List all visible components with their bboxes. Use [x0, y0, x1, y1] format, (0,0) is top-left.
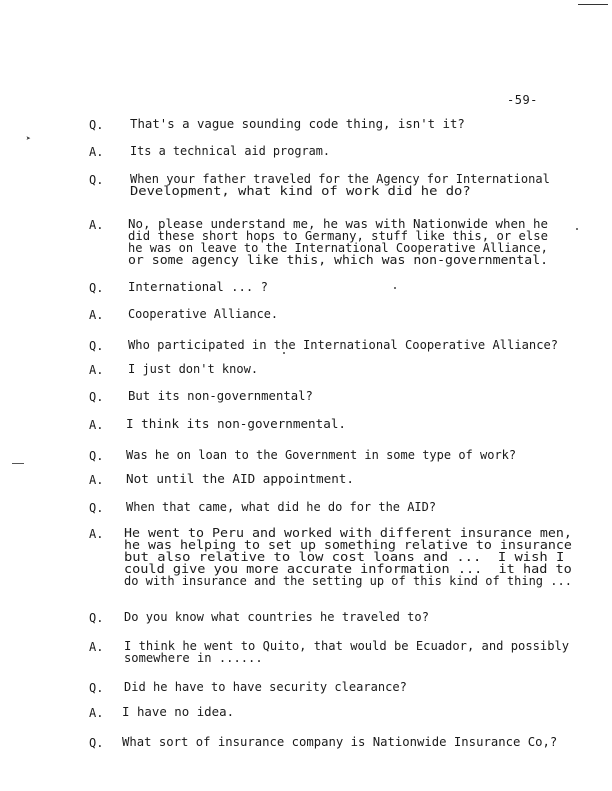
- transcript-line: He went to Peru and worked with different insurance men,: [124, 526, 572, 540]
- transcript-line: I think its non-governmental.: [126, 417, 346, 431]
- speaker-label: Q.: [89, 611, 104, 625]
- speaker-label: Q.: [89, 118, 104, 132]
- speaker-label: A.: [89, 527, 104, 541]
- transcript-line: I just don't know.: [128, 362, 259, 376]
- speaker-label: Q.: [89, 681, 104, 695]
- transcript-line: Not until the AID appointment.: [126, 472, 355, 486]
- transcript-line: could give you more accurate information ... it had to: [124, 562, 572, 576]
- scan-speck: [576, 228, 578, 230]
- speaker-label: Q.: [89, 173, 104, 187]
- transcript-line: somewhere in ......: [124, 651, 263, 665]
- margin-dash-mark: [12, 463, 24, 464]
- speaker-label: Q.: [89, 501, 104, 515]
- transcript-line: he was helping to set up something relative to insurance: [124, 538, 572, 552]
- transcript-line: Did he have to have security clearance?: [124, 680, 407, 694]
- transcript-line: That's a vague sounding code thing, isn't it?: [130, 117, 465, 131]
- speaker-label: A.: [89, 706, 104, 720]
- transcript-line: but also relative to low cost loans and ... I wish I: [124, 550, 565, 564]
- margin-arrow-mark: ➤: [26, 134, 31, 143]
- transcript-line: Who participated in the International Cooperative Alliance?: [128, 338, 559, 352]
- speaker-label: A.: [89, 363, 104, 377]
- speaker-label: A.: [89, 418, 104, 432]
- transcript-line: I think he went to Quito, that would be Ecuador, and possibly: [124, 639, 570, 653]
- transcript-line: No, please understand me, he was with Nationwide when he: [128, 217, 548, 231]
- transcript-line: or some agency like this, which was non-governmental.: [128, 253, 549, 267]
- speaker-label: A.: [89, 473, 104, 487]
- transcript-line: When that came, what did he do for the AID?: [126, 500, 437, 514]
- top-edge-rule: [578, 4, 608, 5]
- speaker-label: Q.: [89, 281, 104, 295]
- speaker-label: A.: [89, 145, 104, 159]
- transcript-line: International ... ?: [128, 280, 269, 294]
- transcript-line: Do you know what countries he traveled to?: [124, 610, 429, 624]
- transcript-line: Its a technical aid program.: [130, 144, 331, 158]
- transcript-line: I have no idea.: [122, 705, 235, 719]
- speaker-label: A.: [89, 640, 104, 654]
- speaker-label: Q.: [89, 339, 104, 353]
- speaker-label: Q.: [89, 390, 104, 404]
- transcript-line: Cooperative Alliance.: [128, 307, 279, 321]
- transcript-line: he was on leave to the International Cooperative Alliance,: [128, 241, 548, 255]
- scan-speck: [283, 352, 285, 354]
- transcript-line: do with insurance and the setting up of this kind of thing ...: [124, 574, 572, 588]
- transcript-line: Development, what kind of work did he do?: [130, 184, 471, 198]
- transcript-line: Was he on loan to the Government in some type of work?: [126, 448, 517, 462]
- speaker-label: A.: [89, 218, 104, 232]
- transcript-line: When your father traveled for the Agency for International: [130, 172, 550, 186]
- transcript-line: What sort of insurance company is Nationwide Insurance Co,?: [122, 735, 558, 749]
- scan-speck: [394, 287, 396, 289]
- transcript-line: But its non-governmental?: [128, 389, 313, 403]
- page-number: -59-: [507, 93, 538, 107]
- speaker-label: Q.: [89, 736, 104, 750]
- speaker-label: A.: [89, 308, 104, 322]
- transcript-line: did these short hops to Germany, stuff like this, or else: [128, 229, 549, 243]
- speaker-label: Q.: [89, 449, 104, 463]
